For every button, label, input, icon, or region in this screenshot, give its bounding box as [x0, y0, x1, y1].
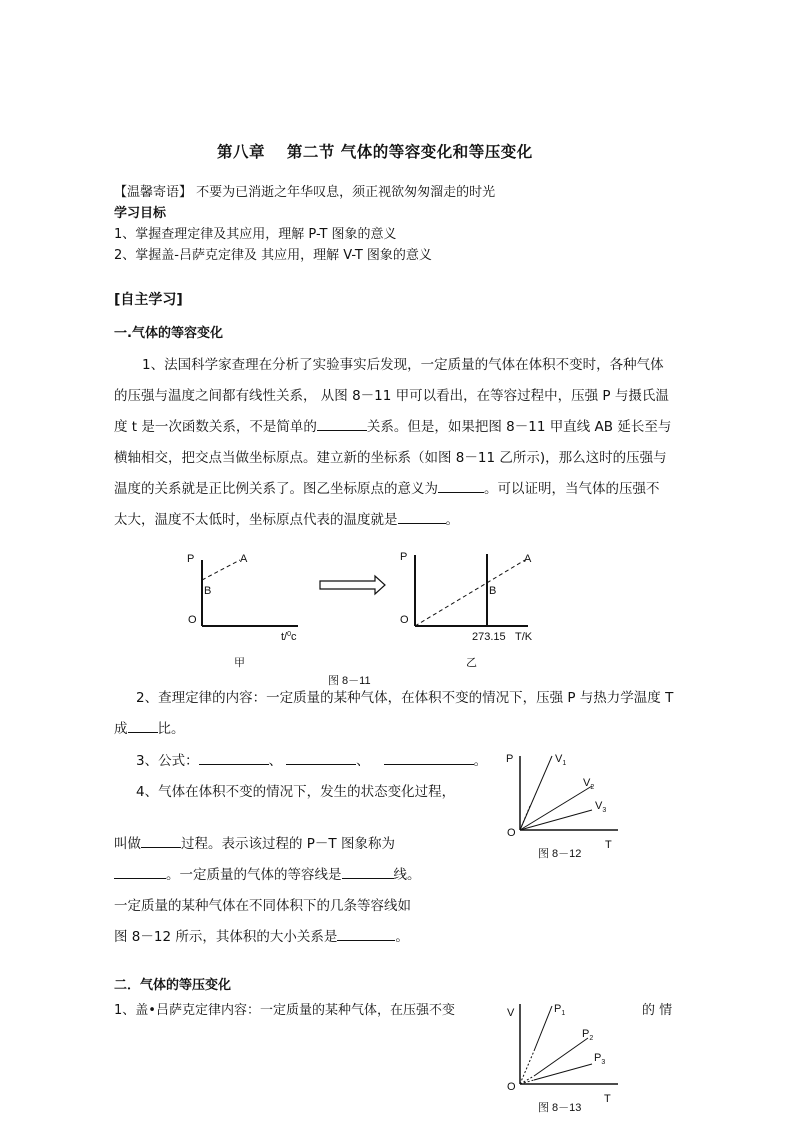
para-line — [114, 863, 421, 883]
warm-message — [114, 181, 495, 200]
text-run: 、 — [356, 753, 370, 769]
jia-b-label: B — [204, 585, 212, 597]
para-line — [114, 832, 395, 852]
yi-tick-label: 273.15 — [472, 631, 506, 643]
fill-blank[interactable] — [128, 720, 158, 733]
fig13-t-label: T — [604, 1093, 611, 1105]
jia-t-label: t/$^0$c — [281, 631, 297, 643]
para-line: 的 情 — [642, 1003, 673, 1018]
fill-blank[interactable] — [398, 511, 446, 524]
jia-o-label: O — [188, 614, 197, 626]
para-line — [114, 508, 459, 528]
para-line — [114, 477, 660, 497]
fig13-p2-line — [534, 1038, 588, 1076]
para-line: 1、法国科学家查理在分析了实验事实后发现，一定质量的气体在体积不变时，各种气体 — [142, 357, 664, 373]
fig13-p3-line — [534, 1064, 592, 1080]
fill-blank[interactable] — [438, 480, 484, 493]
yi-p-label: P — [400, 551, 408, 563]
figure-8-11 — [170, 540, 570, 687]
figure-caption: 图 8－11 — [328, 675, 371, 687]
para-line: 2、查理定律的内容：一定质量的某种气体，在体积不变的情况下，压强 P 与热力学温度 T — [136, 690, 674, 706]
fill-blank[interactable] — [337, 928, 395, 941]
text-run: 过程。表示该过程的 P－T 图象称为 — [181, 836, 395, 852]
yi-o-label: O — [400, 614, 409, 626]
para-line: 1、盖•吕萨克定律内容：一定质量的某种气体，在压强不变 — [114, 1003, 455, 1018]
yi-a-label: A — [524, 553, 532, 565]
fig13-v-label: V — [507, 1007, 515, 1019]
fig13-p3-label: $P_3$ — [594, 1052, 606, 1066]
fig13-p1-label: $P_1$ — [554, 1003, 566, 1017]
fill-blank[interactable] — [286, 752, 356, 765]
para-line — [114, 717, 185, 737]
text-run: 。可以证明，当气体的压强不 — [484, 481, 660, 497]
figure-8-13 — [500, 996, 630, 1120]
jia-a-label: A — [240, 553, 248, 565]
fig12-v2-line — [520, 786, 592, 830]
fig12-t-label: T — [605, 839, 612, 851]
fill-blank[interactable] — [317, 418, 367, 431]
fill-blank[interactable] — [342, 866, 394, 879]
fig12-v3-line — [520, 810, 592, 830]
fig12-v3-label: $V_3$ — [595, 800, 607, 814]
text-run: 比。 — [157, 721, 185, 737]
fill-blank[interactable] — [384, 752, 474, 765]
para-line — [136, 749, 487, 769]
fill-blank[interactable] — [114, 866, 166, 879]
para-line: 4、气体在体积不变的情况下，发生的状态变化过程， — [136, 784, 456, 800]
figure-8-12 — [500, 746, 630, 866]
goals-heading: 学习目标 — [114, 206, 167, 221]
fig13-o-label: O — [507, 1081, 516, 1093]
yi-b-label: B — [489, 585, 497, 597]
fig12-o-label: O — [507, 827, 516, 839]
yi-label: 乙 — [466, 657, 477, 669]
page-title: 第八章 第二节 气体的等容变化和等压变化 — [217, 143, 533, 161]
text-run: 。 — [445, 512, 459, 528]
section1-heading: 一.气体的等容变化 — [114, 326, 223, 341]
warm-text: 不要为已消逝之年华叹息，须正视欲匆匆溜走的时光 — [196, 185, 496, 200]
jia-line-ab — [202, 560, 240, 580]
para-line: 的压强与温度之间都有线性关系， 从图 8－11 甲可以看出，在等容过程中，压强 P 与摄氏温 — [114, 388, 669, 404]
fig13-p2-label: $P_2$ — [582, 1028, 594, 1042]
fill-blank[interactable] — [141, 835, 181, 848]
figure-caption: 图 8－12 — [538, 848, 582, 860]
text-run: 太大，温度不太低时，坐标原点代表的温度就是 — [114, 512, 398, 528]
text-run: 。 — [473, 753, 488, 769]
para-line: 一定质量的某种气体在不同体积下的几条等容线如 — [114, 898, 411, 914]
fig12-v2-label: $V_2$ — [583, 777, 595, 791]
text-run: 温度的关系就是正比例关系了。图乙坐标原点的意义为 — [114, 481, 438, 497]
para-line — [114, 415, 671, 435]
text-run: 叫做 — [114, 836, 141, 852]
para-line: 横轴相交，把交点当做坐标原点。建立新的坐标系（如图 8－11 乙所示)，那么这时的压强与 — [114, 450, 667, 466]
text-run: 。 — [395, 929, 409, 945]
jia-label: 甲 — [234, 657, 245, 669]
arrow-icon — [320, 576, 385, 594]
self-study-heading: [自主学习] — [114, 292, 183, 308]
text-run: 成 — [114, 721, 128, 737]
warm-label: 【温馨寄语】 — [114, 185, 193, 200]
goal-item: 1、掌握查理定律及其应用，理解 P-T 图象的意义 — [114, 227, 397, 242]
fig12-v1-label: $V_1$ — [555, 753, 567, 767]
fig12-p-label: P — [506, 753, 514, 765]
text-run: 关系。但是，如果把图 8－11 甲直线 AB 延长至与 — [366, 419, 672, 435]
yi-line-ab — [415, 560, 525, 626]
fill-blank[interactable] — [199, 752, 269, 765]
text-run: 图 8－12 所示，其体积的大小关系是 — [114, 929, 338, 945]
goal-item: 2、掌握盖-吕萨克定律及 其应用，理解 V-T 图象的意义 — [114, 248, 432, 263]
text-run: 3、公式： — [136, 753, 199, 769]
text-run: 度 t 是一次函数关系，不是简单的 — [114, 419, 317, 435]
section2-heading: 二．气体的等压变化 — [114, 978, 232, 993]
para-line — [114, 925, 409, 945]
figure-caption: 图 8－13 — [538, 1102, 582, 1114]
text-run: 线。 — [393, 867, 421, 883]
fig13-p1-line — [534, 1006, 552, 1051]
jia-p-label: P — [187, 553, 195, 565]
yi-t-label: T/K — [515, 631, 533, 643]
text-run: 。一定质量的气体的等容线是 — [166, 867, 342, 883]
text-run: 、 — [268, 753, 283, 769]
